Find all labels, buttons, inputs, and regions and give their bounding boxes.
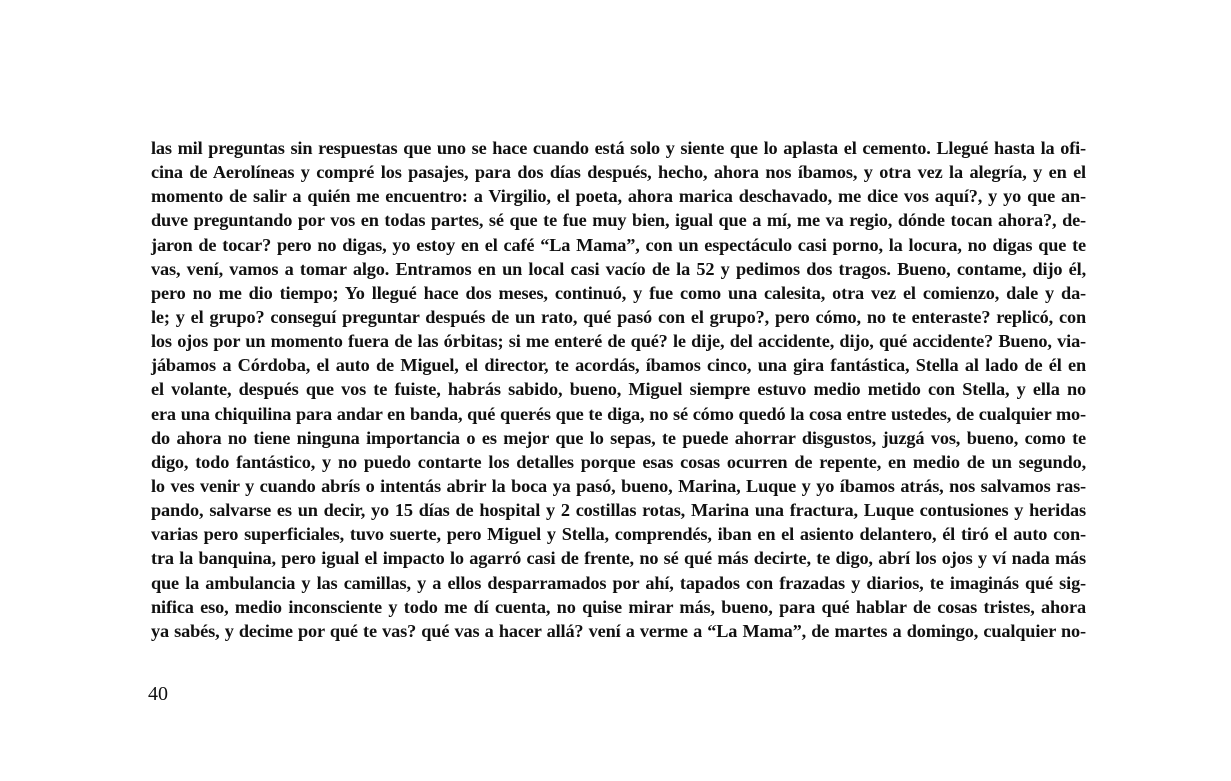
text-line: jábamos a Córdoba, el auto de Miguel, el director, te acordás, íbamos cinco, una gira fantástica, Stella al lado de él en [151, 355, 1086, 376]
text-line: jaron de tocar? pero no digas, yo estoy en el café “La Mama”, con un espectáculo casi porno, la locura, no digas que te [151, 234, 1086, 255]
text-line: do ahora no tiene ninguna importancia o es mejor que lo sepas, te puede ahorrar disgustos, juzgá vos, bueno, como te [151, 427, 1086, 448]
text-line: ya sabés, y decime por qué te vas? qué vas a hacer allá? vení a verme a “La Mama”, de martes a domingo, cualquier no- [151, 620, 1086, 641]
text-line: pero no me dio tiempo; Yo llegué hace dos meses, continuó, y fue como una calesita, otra vez el comienzo, dale y da- [151, 282, 1086, 303]
text-line: pando, salvarse es un decir, yo 15 días de hospital y 2 costillas rotas, Marina una fractura, Luque contusiones y heridas [151, 500, 1086, 521]
text-line: momento de salir a quién me encuentro: a Virgilio, el poeta, ahora marica deschavado, me dice vos aquí?, y yo que an- [151, 186, 1086, 207]
text-line: los ojos por un momento fuera de las órbitas; si me enteré de qué? le dije, del accidente, dijo, qué accidente? Bueno, via- [151, 331, 1086, 352]
text-line: varias pero superficiales, tuvo suerte, pero Miguel y Stella, comprendés, iban en el asiento delantero, él tiró el auto con- [151, 524, 1086, 545]
text-line: cina de Aerolíneas y compré los pasajes, para dos días después, hecho, ahora nos íbamos, y otra vez la alegría, y en el [151, 162, 1086, 183]
page-number: 40 [148, 683, 168, 705]
body-text [151, 136, 1086, 643]
text-line: las mil preguntas sin respuestas que uno se hace cuando está solo y siente que lo aplasta el cemento. Llegué hasta la ofi- [151, 138, 1086, 158]
text-line: vas, vení, vamos a tomar algo. Entramos en un local casi vacío de la 52 y pedimos dos tragos. Bueno, contame, dijo él, [151, 258, 1086, 279]
text-line: le; y el grupo? conseguí preguntar después de un rato, qué pasó con el grupo?, pero cómo, no te enteraste? replicó, con [151, 306, 1086, 327]
text-line: el volante, después que vos te fuiste, habrás sabido, bueno, Miguel siempre estuvo medio metido con Stella, y ella no [151, 379, 1086, 400]
text-line: era una chiquilina para andar en banda, qué querés que te diga, no sé cómo quedó la cosa entre ustedes, de cualquier mo- [151, 403, 1086, 424]
text-line: que la ambulancia y las camillas, y a ellos desparramados por ahí, tapados con frazadas y diarios, te imaginás qué sig- [151, 572, 1086, 593]
text-line: digo, todo fantástico, y no puedo contarte los detalles porque esas cosas ocurren de repente, en medio de un segundo, [151, 451, 1086, 472]
text-line: lo ves venir y cuando abrís o intentás abrir la boca ya pasó, bueno, Marina, Luque y yo íbamos atrás, nos salvamos ras- [151, 475, 1086, 496]
text-line: duve preguntando por vos en todas partes, sé que te fue muy bien, igual que a mí, me va regio, dónde tocan ahora?, de- [151, 210, 1086, 231]
text-line: tra la banquina, pero igual el impacto lo agarró casi de frente, no sé qué más decirte, te digo, abrí los ojos y ví nada más [151, 548, 1086, 569]
text-line: nifica eso, medio inconsciente y todo me dí cuenta, no quise mirar más, bueno, para qué hablar de cosas tristes, ahora [151, 596, 1086, 617]
